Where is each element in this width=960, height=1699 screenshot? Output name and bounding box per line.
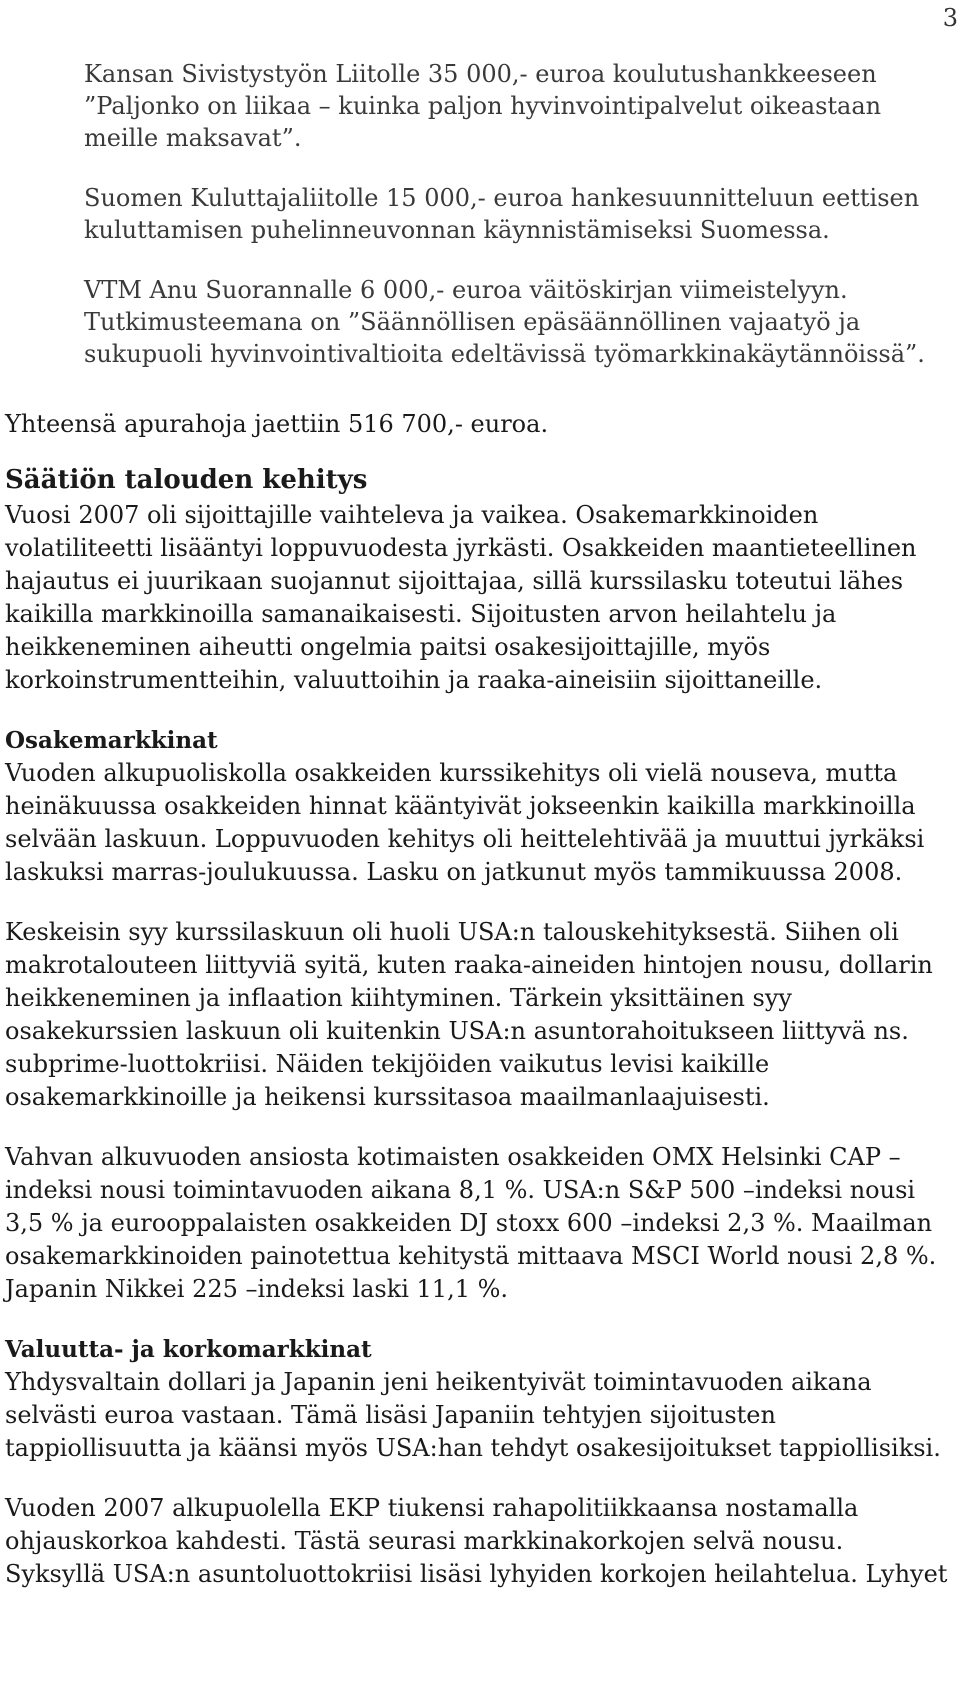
grant-list [84, 58, 944, 398]
currency-paragraph: Yhdysvaltain dollari ja Japanin jeni heikentyivät toimintavuoden aikana selvästi euroa vastaan. Tämä lisäsi Japaniin tehtyjen sijoitusten tappiollisuutta ja käänsi myös USA:han tehdyt osakesijoitukset tappiollisiksi. [5, 1368, 941, 1462]
currency-paragraph: Vuoden 2007 alkupuolella EKP tiukensi rahapolitiikkaansa nostamalla ohjauskorkoa kahdesti. Tästä seurasi markkinakorkojen selvä nousu. Syksyllä USA:n asuntoluottokriisi lisäsi lyhyiden korkojen heilahtelua. Lyhyet [5, 1494, 948, 1588]
equity-paragraph: Vahvan alkuvuoden ansiosta kotimaisten osakkeiden OMX Helsinki CAP –indeksi nousi toimintavuoden aikana 8,1 %. USA:n S&P 500 –indeksi nousi 3,5 % ja eurooppalaisten osakkeiden DJ stoxx 600 –indeksi 2,3 %. Maailman osakemarkkinoiden painotettua kehitystä mittaava MSCI World nousi 2,8 %. Japanin Nikkei 225 –indeksi laski 11,1 %. [5, 1143, 937, 1303]
currency-heading: Valuutta- ja korkomarkkinat [5, 1336, 372, 1363]
grant-item: Kansan Sivistystyön Liitolle 35 000,- euroa koulutushankkeeseen ”Paljonko on liikaa – kuinka paljon hyvinvointipalvelut oikeastaan meille maksavat”. [84, 60, 882, 152]
main-content [5, 408, 950, 1618]
equity-paragraph: Keskeisin syy kurssilaskuun oli huoli USA:n talouskehityksestä. Siihen oli makrotalouteen liittyviä syitä, kuten raaka-aineiden hintojen nousu, dollarin heikkeneminen ja inflaation kiihtyminen. Tärkein yksittäinen syy osakekurssien laskuun oli kuitenkin USA:n asuntorahoitukseen liittyvä ns. subprime-luottokriisi. Näiden tekijöiden vaikutus levisi kaikille osakemarkkinoille ja heikensi kurssitasoa maailmanlaajuisesti. [5, 918, 933, 1111]
section-intro: Vuosi 2007 oli sijoittajille vaihteleva ja vaikea. Osakemarkkinoiden volatiliteetti lisääntyi loppuvuodesta jyrkästi. Osakkeiden maantieteellinen hajautus ei juurikaan suojannut sijoittajaa, sillä kurssilasku toteutui lähes kaikilla markkinoilla samanaikaisesti. Sijoitusten arvon heilahtelu ja heikkeneminen aiheutti ongelmia paitsi osakesijoittajille, myös korkoinstrumentteihin, valuuttoihin ja raaka-aineisiin sijoittaneille. [5, 501, 917, 694]
equity-paragraph: Vuoden alkupuoliskolla osakkeiden kurssikehitys oli vielä nouseva, mutta heinäkuussa osakkeiden hinnat kääntyivät jokseenkin kaikilla markkinoilla selvään laskuun. Loppuvuoden kehitys oli heittelehtivää ja muuttui jyrkäksi laskuksi marras-joulukuussa. Lasku on jatkunut myös tammikuussa 2008. [5, 759, 925, 886]
section-title: Säätiön talouden kehitys [5, 465, 368, 495]
equity-heading: Osakemarkkinat [5, 727, 218, 754]
grant-item: VTM Anu Suorannalle 6 000,- euroa väitöskirjan viimeistelyyn. Tutkimusteemana on ”Säännöllisen epäsäännöllinen vajaatyö ja sukupuoli hyvinvointivaltioita edeltävissä työmarkkinakäytännöissä”. [84, 276, 925, 368]
total-grants-text: Yhteensä apurahoja jaettiin 516 700,- euroa. [5, 410, 549, 438]
grant-item: Suomen Kuluttajaliitolle 15 000,- euroa hankesuunnitteluun eettisen kuluttamisen puhelinneuvonnan käynnistämiseksi Suomessa. [84, 184, 920, 244]
page-number: 3 [942, 4, 958, 32]
